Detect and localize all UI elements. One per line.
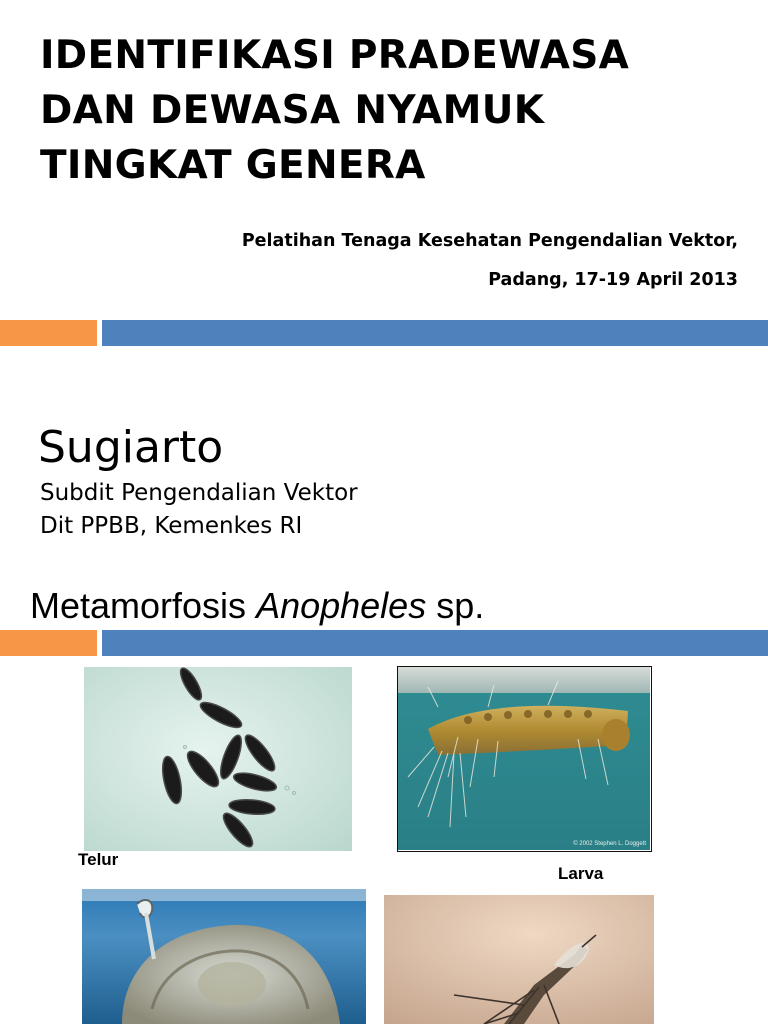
author-affiliation bbox=[40, 477, 358, 543]
accent-bar-blue-2 bbox=[102, 630, 768, 656]
subtitle-line-1: Pelatihan Tenaga Kesehatan Pengendalian Vektor, bbox=[241, 231, 738, 251]
accent-bar-orange-2 bbox=[0, 630, 97, 656]
egg-photo bbox=[84, 667, 352, 851]
slide-subtitle bbox=[242, 222, 738, 300]
title-prefix: Metamorfosis bbox=[30, 585, 257, 626]
affiliation-line-2: Dit PPBB, Kemenkes RI bbox=[40, 513, 303, 539]
larva-photo bbox=[397, 666, 652, 852]
title-line-3: TINGKAT GENERA bbox=[40, 143, 426, 188]
genus-name: Anopheles bbox=[256, 585, 427, 626]
title-line-2: DAN DEWASA NYAMUK bbox=[40, 88, 545, 133]
larva-caption: Larva bbox=[558, 864, 604, 883]
slide-title bbox=[40, 28, 740, 193]
author-name: Sugiarto bbox=[38, 422, 224, 473]
photo-credit: © 2002 Stephen L. Doggett bbox=[573, 841, 646, 847]
accent-bar-orange bbox=[0, 320, 97, 346]
subtitle-line-2: Padang, 17-19 April 2013 bbox=[488, 270, 738, 290]
metamorphosis-title bbox=[30, 584, 484, 628]
affiliation-line-1: Subdit Pengendalian Vektor bbox=[40, 480, 358, 506]
accent-bar-blue bbox=[102, 320, 768, 346]
title-suffix: sp. bbox=[426, 585, 485, 626]
adult-photo bbox=[384, 895, 654, 1024]
egg-caption: Telur bbox=[78, 850, 119, 869]
title-line-1: IDENTIFIKASI PRADEWASA bbox=[40, 33, 630, 78]
pupa-photo bbox=[82, 889, 366, 1024]
